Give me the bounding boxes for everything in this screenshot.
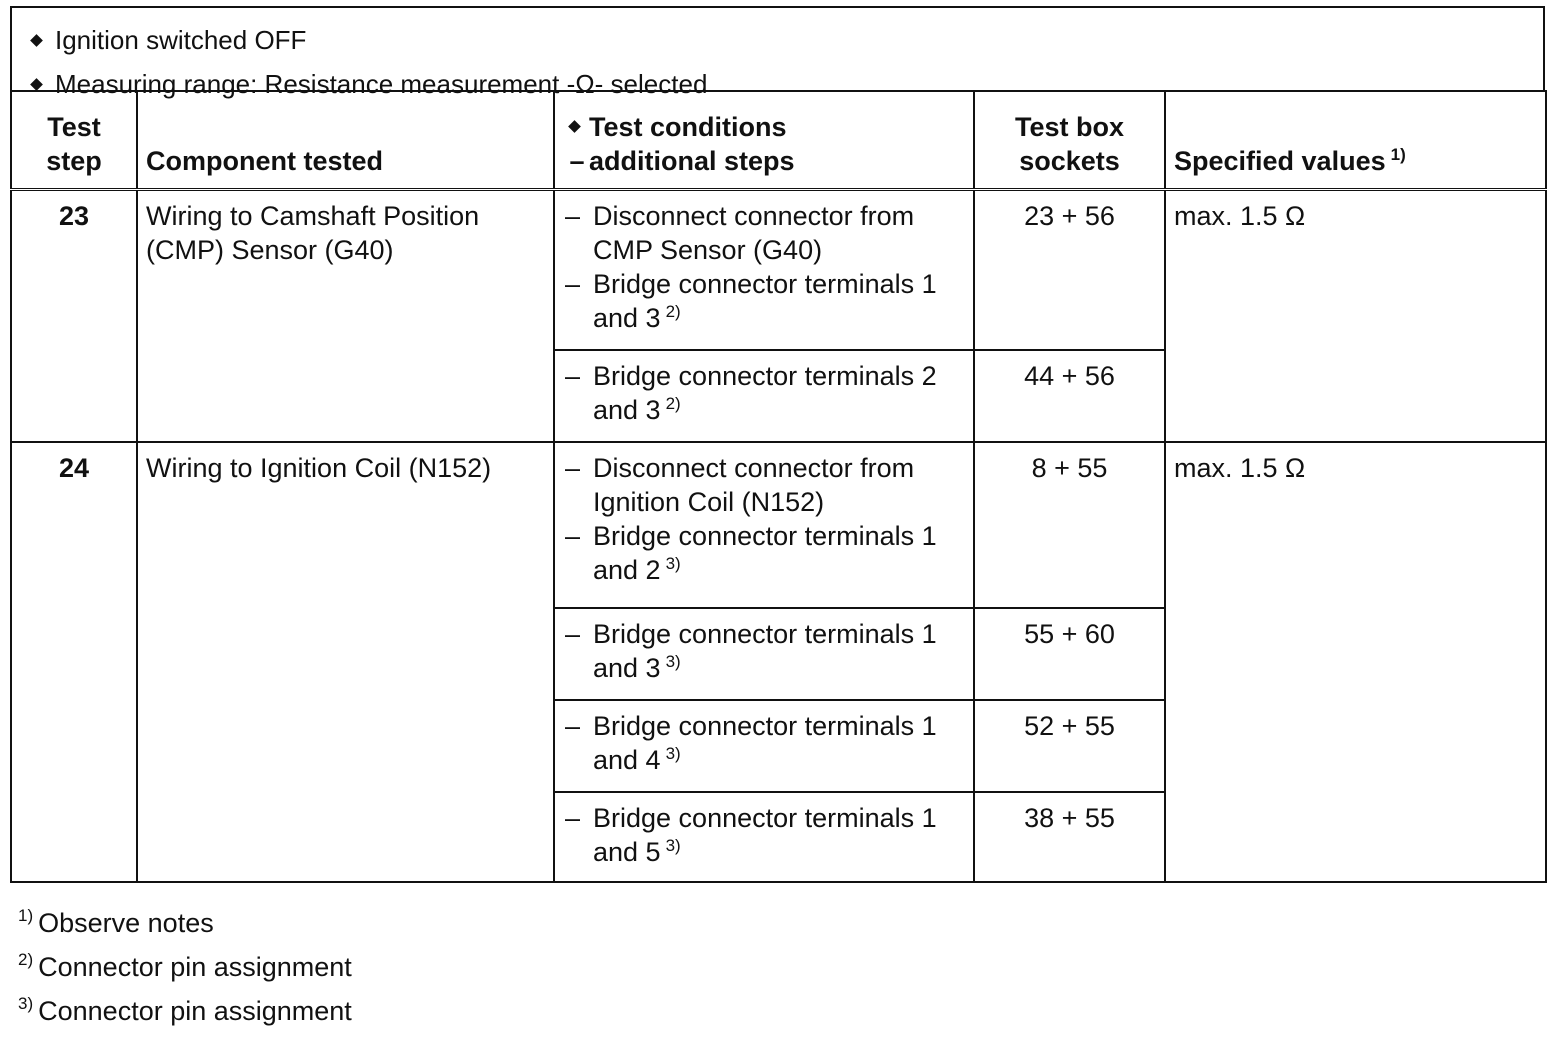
diamond-bullet-icon: [568, 120, 581, 133]
component-tested: Wiring to Camshaft Position (CMP) Sensor (G40): [137, 190, 554, 442]
footnote-mark: 1): [18, 905, 34, 925]
footnote-item: [18, 901, 1545, 945]
condition-text: Disconnect connector from Ignition Coil (N152): [593, 452, 915, 517]
dash-bullet: –: [565, 710, 581, 741]
dash-bullet: –: [565, 520, 581, 551]
test-conditions: [554, 608, 974, 700]
test-box-sockets: 23 + 56: [974, 190, 1165, 350]
footnote-reference: 3): [665, 651, 681, 671]
footnote-reference: 2): [665, 393, 681, 413]
header-conditions-line2: additional steps: [589, 146, 795, 176]
component-tested: Wiring to Ignition Coil (N152): [137, 442, 554, 882]
header-specified: [1165, 91, 1546, 190]
table-body: [11, 190, 1546, 882]
footnote-item: [18, 945, 1545, 989]
footnote-text: Connector pin assignment: [38, 995, 352, 1026]
test-conditions: [554, 190, 974, 350]
footnote-text: Connector pin assignment: [38, 951, 352, 982]
dash-bullet: –: [565, 802, 581, 833]
condition-item: [565, 451, 963, 519]
condition-text: Bridge connector terminals 1 and 4: [593, 710, 937, 775]
footnote-mark: 2): [18, 949, 34, 969]
condition-text-wrap: [593, 451, 963, 519]
condition-item: [565, 267, 963, 335]
footnote-reference: 3): [665, 743, 681, 763]
condition-text: Bridge connector terminals 1 and 2: [593, 520, 937, 585]
test-box-sockets: 52 + 55: [974, 700, 1165, 792]
condition-text: Bridge connector terminals 1 and 3: [593, 618, 937, 683]
condition-item: [565, 199, 963, 267]
condition-text-wrap: [593, 617, 963, 685]
header-dash: –: [569, 146, 585, 176]
header-test-step-line1: Test: [47, 112, 101, 142]
header-component-label: Component tested: [146, 146, 384, 176]
condition-text-wrap: [593, 199, 963, 267]
specified-value: max. 1.5 Ω: [1165, 190, 1546, 442]
header-specified-note: 1): [1390, 145, 1406, 164]
test-conditions: [554, 792, 974, 882]
prerequisite-text: Measuring range: Resistance measurement -Ω- selected: [55, 69, 708, 99]
condition-text: Bridge connector terminals 2 and 3: [593, 360, 937, 425]
header-sockets-line1: Test box: [1014, 112, 1124, 142]
footnote-reference: 3): [665, 553, 681, 573]
test-conditions: [554, 350, 974, 442]
test-step-number: 23: [11, 190, 137, 442]
test-box-sockets: 8 + 55: [974, 442, 1165, 608]
prerequisite-text: Ignition switched OFF: [55, 25, 307, 55]
dash-bullet: –: [565, 201, 581, 231]
condition-item: [565, 801, 963, 869]
dash-bullet: –: [565, 269, 581, 299]
test-box-sockets: 38 + 55: [974, 792, 1165, 882]
condition-text-wrap: [593, 359, 963, 427]
footnote-mark: 3): [18, 993, 34, 1013]
condition-item: [565, 709, 963, 777]
prerequisite-item: [26, 18, 1543, 62]
condition-text-wrap: [593, 267, 963, 335]
header-conditions-line1: Test conditions: [589, 112, 787, 142]
condition-text: Bridge connector terminals 1 and 5: [593, 802, 937, 867]
diamond-bullet-icon: [30, 34, 43, 47]
condition-text: Disconnect connector from CMP Sensor (G40): [593, 201, 915, 265]
footnote-reference: 2): [665, 302, 681, 321]
condition-item: [565, 617, 963, 685]
test-procedure-sheet: [10, 6, 1545, 1033]
footnote-item: [18, 989, 1545, 1033]
header-specified-label: Specified values: [1174, 146, 1386, 176]
condition-text: Bridge connector terminals 1 and 3: [593, 269, 937, 333]
condition-item: [565, 359, 963, 427]
condition-text-wrap: [593, 519, 963, 587]
dash-bullet: –: [565, 618, 581, 649]
prerequisites-box: [10, 6, 1545, 99]
diamond-bullet-icon: [30, 78, 43, 91]
header-test-step-line2: step: [46, 146, 102, 176]
dash-bullet: –: [565, 452, 581, 483]
header-sockets: [974, 91, 1165, 190]
footnotes: [10, 901, 1545, 1033]
table-row: [11, 190, 1546, 350]
test-step-number: 24: [11, 442, 137, 882]
specified-value: max. 1.5 Ω: [1165, 442, 1546, 882]
test-conditions: [554, 700, 974, 792]
condition-text-wrap: [593, 709, 963, 777]
condition-text-wrap: [593, 801, 963, 869]
condition-item: [565, 519, 963, 587]
test-box-sockets: 44 + 56: [974, 350, 1165, 442]
test-box-sockets: 55 + 60: [974, 608, 1165, 700]
table-row: [11, 442, 1546, 608]
footnote-text: Observe notes: [38, 907, 214, 938]
header-sockets-line2: sockets: [1019, 146, 1120, 176]
test-table: [10, 90, 1547, 883]
dash-bullet: –: [565, 360, 581, 391]
test-conditions: [554, 442, 974, 608]
footnote-reference: 3): [665, 835, 681, 855]
